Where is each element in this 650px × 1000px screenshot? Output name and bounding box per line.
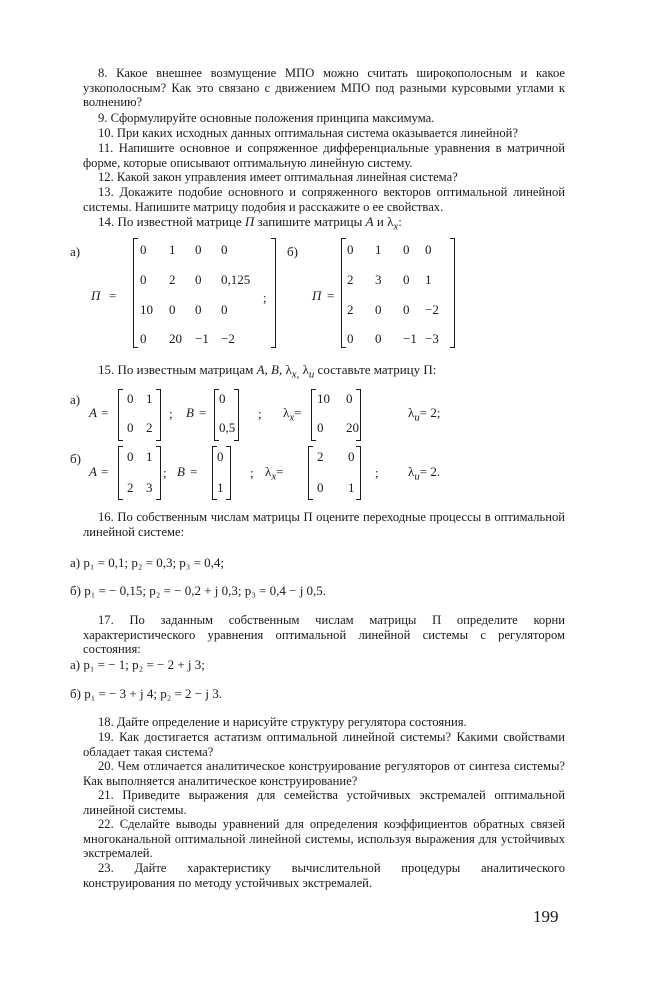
question-11 xyxy=(83,141,565,170)
matrix-cell: 0 xyxy=(348,449,355,464)
matrix-cell: −1 xyxy=(195,331,209,346)
q15a-label: а) xyxy=(70,392,81,407)
matrix-cell: 0,5 xyxy=(219,420,236,435)
matrix-cell: 0 xyxy=(140,242,147,257)
matrix-cell: 0 xyxy=(347,331,354,346)
matrix-cell: 1 xyxy=(169,242,176,257)
q15a-lu: $\lambda_u= 2$; xyxy=(408,405,441,424)
question-14: 14. По известной матрице П запишите матрицы A и $\lambda_x$: xyxy=(98,214,402,233)
matrix-cell: 0 xyxy=(217,449,224,464)
question-16 xyxy=(83,510,565,539)
question-17 xyxy=(83,613,565,657)
q15b-A-lbracket xyxy=(118,446,123,500)
q15a-B-eq: = xyxy=(199,405,207,420)
question-20 xyxy=(83,759,565,788)
question-17-text: 17. По заданным собственным числам матрицы П определите корни характеристического уравнения оптимальной линейной системы с регулятором состояния: xyxy=(83,613,565,657)
matrix-cell: 0 xyxy=(219,391,226,406)
matrix-cell: 10 xyxy=(317,391,330,406)
matrix-cell: 0 xyxy=(403,302,410,317)
q15a-B-name: B xyxy=(186,405,194,420)
matrix-cell: 0 xyxy=(317,420,324,435)
matrix-cell: 0 xyxy=(140,272,147,287)
matrix-cell: 1 xyxy=(146,449,153,464)
matrix-cell: 0 xyxy=(195,242,202,257)
question-21 xyxy=(83,788,565,817)
q15a-semi1: ; xyxy=(169,406,173,421)
q15a-A-name: A xyxy=(89,405,97,420)
matrix-cell: 1 xyxy=(217,480,224,495)
q14b-right-bracket xyxy=(450,238,455,348)
matrix-cell: 1 xyxy=(146,391,153,406)
q15a-A-eq: = xyxy=(101,405,109,420)
q16b: б) p₁ = − 0,15; p₂ = − 0,2 + j 0,3; p₃ = 0,4 − j 0,5. xyxy=(70,583,327,598)
q15a-A-rbracket xyxy=(156,389,161,441)
q15b-A-name: A xyxy=(89,464,97,479)
matrix-cell: 0,125 xyxy=(221,272,251,287)
matrix-cell: 0 xyxy=(195,272,202,287)
q15b-B-name: B xyxy=(177,464,185,479)
matrix-cell: 2 xyxy=(317,449,324,464)
matrix-cell: 2 xyxy=(146,420,153,435)
matrix-cell: 3 xyxy=(146,480,153,495)
question-9-text: 9. Сформулируйте основные положения принципа максимума. xyxy=(98,111,435,125)
q15b-lx: $\lambda_x=$ xyxy=(265,464,284,483)
matrix-cell: 0 xyxy=(195,302,202,317)
question-23 xyxy=(83,861,565,890)
question-18-text: 18. Дайте определение и нарисуйте структуру регулятора состояния. xyxy=(98,715,467,729)
question-15: 15. По известным матрицам A, B, $\lambda_{x,}$ $\lambda_u$ составьте матрицу П: xyxy=(98,362,437,381)
question-8-text: 8. Какое внешнее возмущение МПО можно считать широкополосным и какое узкополосным? Как это связано с движением МПО под разными курсовыми углами к волнению? xyxy=(83,66,565,110)
question-22 xyxy=(83,817,565,861)
question-21-text: 21. Приведите выражения для семейства устойчивых экстремалей оптимальной линейной системы. xyxy=(83,788,565,817)
matrix-cell: −3 xyxy=(425,331,439,346)
question-18 xyxy=(83,715,565,730)
q17b: б) p₁ = − 3 + j 4; p₂ = 2 − j 3. xyxy=(70,686,223,701)
q14a-eq: = xyxy=(109,288,117,303)
q15b-Lx-rbracket xyxy=(356,446,361,500)
q15b-B-rbracket xyxy=(226,446,231,500)
q15b-lu: $\lambda_u= 2$. xyxy=(408,464,441,483)
matrix-cell: 20 xyxy=(346,420,359,435)
question-11-text: 11. Напишите основное и сопряженное дифференциальные уравнения в матричной форме, которые описывают оптимальную линейную систему. xyxy=(83,141,565,170)
matrix-cell: 0 xyxy=(169,302,176,317)
q17a: а) p₁ = − 1; p₂ = − 2 + j 3; xyxy=(70,657,205,672)
matrix-cell: 0 xyxy=(403,272,410,287)
q15b-semi2: ; xyxy=(250,465,254,480)
matrix-cell: 0 xyxy=(221,242,228,257)
question-23-text: 23. Дайте характеристику вычислительной процедуры аналитического конструирования по методу устойчивых экстремалей. xyxy=(83,861,565,890)
q16a: а) p₁ = 0,1; p₂ = 0,3; p₃ = 0,4; xyxy=(70,555,225,570)
q15b-A-eq: = xyxy=(101,464,109,479)
q14b-label: б) xyxy=(287,244,298,259)
matrix-cell: 0 xyxy=(346,391,353,406)
question-12 xyxy=(83,170,565,185)
matrix-cell: 2 xyxy=(127,480,134,495)
matrix-cell: 0 xyxy=(375,331,382,346)
question-13-text: 13. Докажите подобие основного и сопряженного векторов оптимальной линейной системы. Напишите матрицу подобия и расскажите о ее свойствах. xyxy=(83,185,565,214)
matrix-cell: 2 xyxy=(347,272,354,287)
q14a-left-bracket xyxy=(133,238,138,348)
q15a-Lx-lbracket xyxy=(311,389,316,441)
q15b-A-rbracket xyxy=(156,446,161,500)
q14a-right-bracket xyxy=(271,238,276,348)
q15a-semi2: ; xyxy=(258,406,262,421)
matrix-cell: −2 xyxy=(425,302,439,317)
q14b-eq: = xyxy=(327,288,335,303)
matrix-cell: 0 xyxy=(347,242,354,257)
matrix-cell: 1 xyxy=(348,480,355,495)
question-10 xyxy=(83,126,565,141)
q15b-label: б) xyxy=(70,451,81,466)
question-9 xyxy=(83,111,565,126)
matrix-cell: 20 xyxy=(169,331,182,346)
matrix-cell: 10 xyxy=(140,302,153,317)
matrix-cell: 2 xyxy=(169,272,176,287)
matrix-cell: −2 xyxy=(221,331,235,346)
question-13 xyxy=(83,185,565,214)
matrix-cell: −1 xyxy=(403,331,417,346)
q15a-A-lbracket xyxy=(118,389,123,441)
q14b-name: П xyxy=(312,288,322,303)
matrix-cell: 0 xyxy=(127,420,134,435)
q15b-Lx-lbracket xyxy=(308,446,313,500)
q15b-semi3: ; xyxy=(375,465,379,480)
matrix-cell: 0 xyxy=(127,449,134,464)
q14a-label: а) xyxy=(70,244,81,259)
q15a-lx: $\lambda_x=$ xyxy=(283,405,302,424)
page-number: 199 xyxy=(533,907,559,926)
matrix-cell: 0 xyxy=(221,302,228,317)
matrix-cell: 0 xyxy=(140,331,147,346)
question-20-text: 20. Чем отличается аналитическое конструирование регуляторов от синтеза системы? Как выполняется аналитическое конструирование? xyxy=(83,759,565,788)
matrix-cell: 0 xyxy=(317,480,324,495)
matrix-cell: 3 xyxy=(375,272,382,287)
question-22-text: 22. Сделайте выводы уравнений для определения коэффициентов обратных связей многоканальной оптимальной линейной системы, используя выражения для устойчивых экстремалей. xyxy=(83,817,565,861)
question-12-text: 12. Какой закон управления имеет оптимальная линейная система? xyxy=(98,170,458,184)
q14a-semicolon: ; xyxy=(263,290,267,305)
matrix-cell: 2 xyxy=(347,302,354,317)
question-10-text: 10. При каких исходных данных оптимальная система оказывается линейной? xyxy=(98,126,518,140)
q15b-semi1: ; xyxy=(163,465,167,480)
question-19-text: 19. Как достигается астатизм оптимальной линейной системы? Какими свойствами обладает такая система? xyxy=(83,730,565,759)
matrix-cell: 0 xyxy=(425,242,432,257)
question-19 xyxy=(83,730,565,759)
q14b-left-bracket xyxy=(341,238,346,348)
matrix-cell: 0 xyxy=(375,302,382,317)
question-16-text: 16. По собственным числам матрицы П оцените переходные процессы в оптимальной линейной системе: xyxy=(83,510,565,539)
q14a-name: П xyxy=(91,288,101,303)
question-8 xyxy=(83,66,565,110)
q15b-B-eq: = xyxy=(190,464,198,479)
matrix-cell: 1 xyxy=(425,272,432,287)
matrix-cell: 0 xyxy=(403,242,410,257)
matrix-cell: 0 xyxy=(127,391,134,406)
matrix-cell: 1 xyxy=(375,242,382,257)
